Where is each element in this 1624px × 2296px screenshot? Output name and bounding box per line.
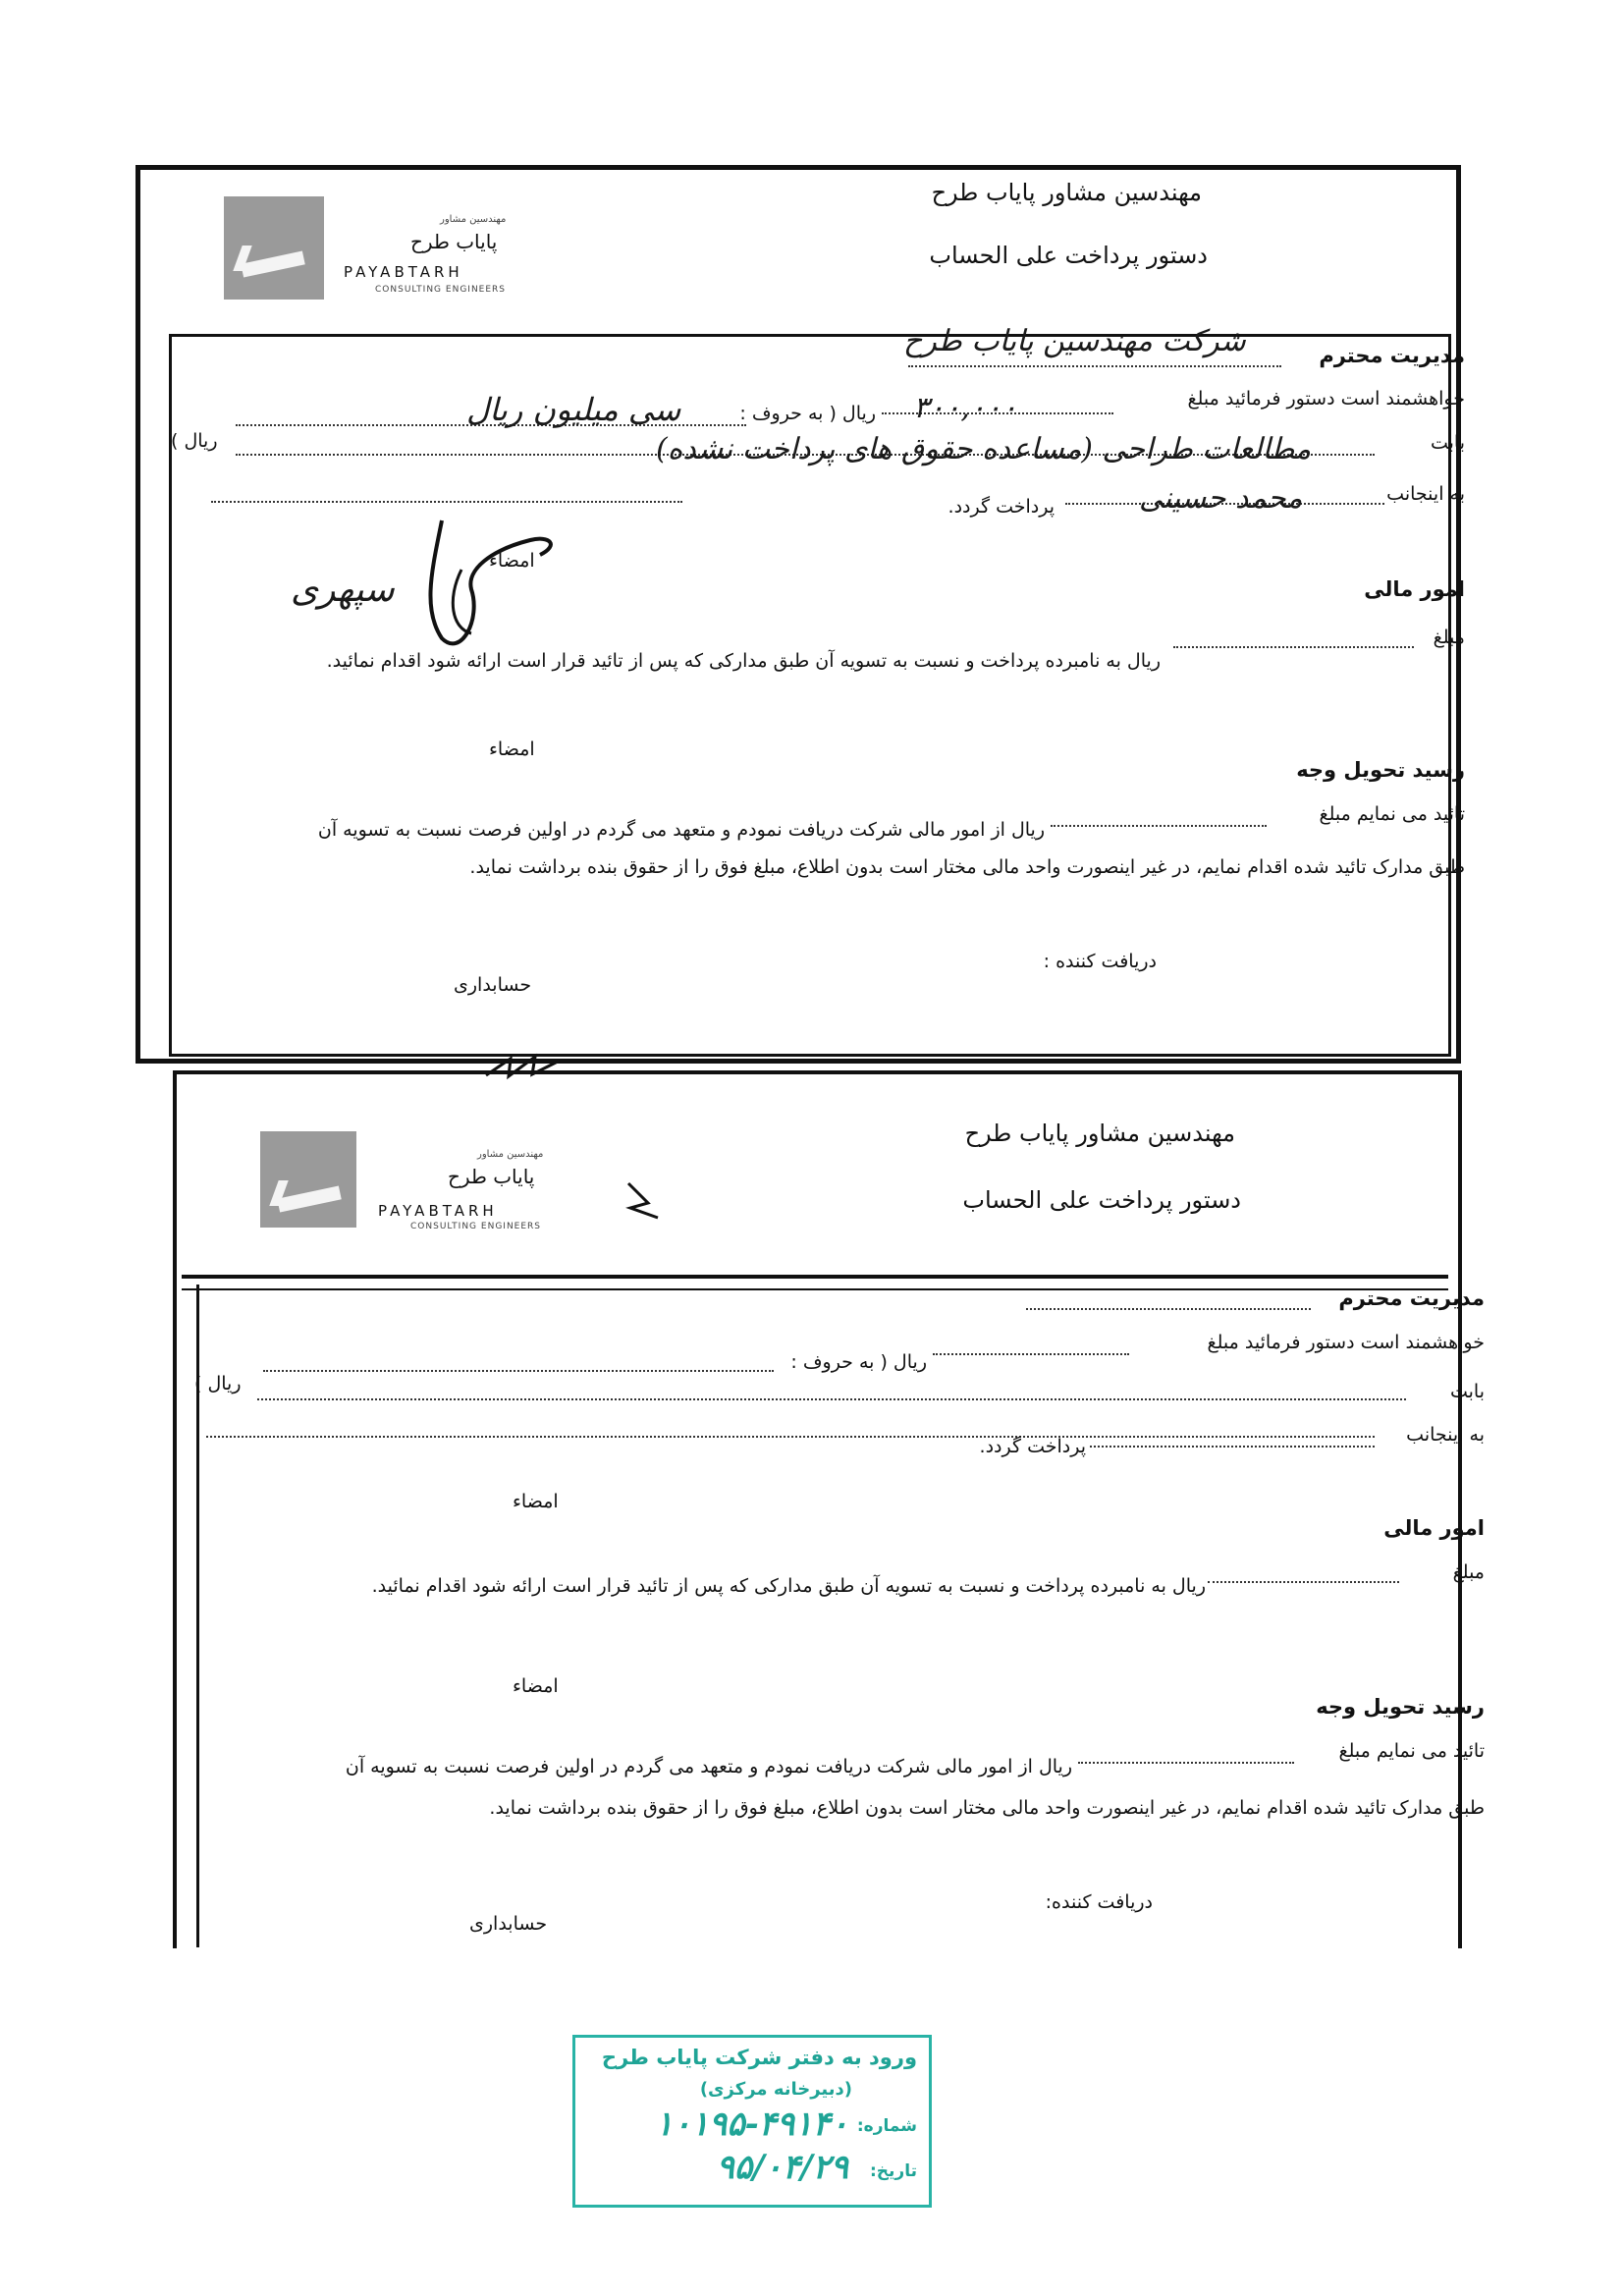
stamp-number-label: شماره: bbox=[856, 2116, 917, 2136]
form2-finance-amount-line bbox=[1208, 1581, 1399, 1583]
form2-payee-line bbox=[1090, 1446, 1375, 1448]
form2-logo-en-small: CONSULTING ENGINEERS bbox=[410, 1222, 542, 1231]
form2-babat-label: بابت bbox=[1449, 1381, 1485, 1402]
form1-logo-mark bbox=[224, 196, 324, 300]
form1-hand-purpose: مطالعات طراحی (مساعده حقوق های پرداخت نشده) bbox=[656, 432, 1312, 466]
form1-request-prefix: خواهشمند است دستور فرمائید مبلغ bbox=[1187, 388, 1465, 410]
form2-rial-close: ریال ) bbox=[194, 1373, 242, 1394]
form1-receiver-label: دریافت کننده : bbox=[1043, 951, 1157, 972]
form1-finance-amount-line bbox=[1173, 646, 1414, 648]
form2-addressee-label: مدیریت محترم bbox=[1338, 1286, 1485, 1310]
form1-receipt-text1: ریال از امور مالی شرکت دریافت نمودم و متعهد می گردم در اولین فرصت نسبت به تسویه آن bbox=[317, 819, 1045, 841]
form1-finance-text: ریال به نامبرده پرداخت و نسبت به تسویه آن طبق مدارکی که پس از تائید قرار است ارائه شود اقدام نمائید. bbox=[326, 650, 1161, 672]
form1-logo-en: PAYABTARH bbox=[344, 263, 463, 281]
form2-logo-fa: پایاب طرح bbox=[448, 1165, 535, 1188]
form1-amount-label: مبلغ bbox=[1433, 627, 1465, 648]
form2-form-title: دستور پرداخت علی الحساب bbox=[962, 1186, 1241, 1214]
form1-addressee-line bbox=[908, 365, 1281, 367]
form1-hand-addressee: شرکت مهندسین پایاب طرح bbox=[903, 324, 1246, 358]
form2-receipt-prefix: تائید می نمایم مبلغ bbox=[1338, 1740, 1485, 1762]
form2-rial-words: ریال ( به حروف : bbox=[790, 1351, 927, 1373]
form2-request-prefix: خواهشمند است دستور فرمائید مبلغ bbox=[1207, 1332, 1485, 1353]
form1-hand-amount-words: سی میلیون ریال bbox=[466, 391, 681, 428]
form2-receipt-heading: رسید تحویل وجه bbox=[1316, 1695, 1485, 1719]
form2-paid-text: پرداخت گردد. bbox=[979, 1436, 1086, 1457]
form1-payee-line2 bbox=[211, 501, 682, 503]
form2-receiver-label: دریافت کننده: bbox=[1045, 1891, 1153, 1913]
stamp-number-value: ۱۰۱۹۵-۴۹۱۴۰ bbox=[655, 2105, 848, 2144]
form1-receipt-prefix: تائید می نمایم مبلغ bbox=[1319, 803, 1465, 825]
stamp-date-label: تاریخ: bbox=[870, 2161, 917, 2181]
form1-rial-close: ریال ) bbox=[171, 430, 218, 452]
form2-words-line bbox=[263, 1370, 774, 1372]
form2-sign-label: امضاء bbox=[513, 1491, 559, 1512]
form1-receipt-amount-line bbox=[1051, 825, 1267, 827]
form2-logo-fa-small: مهندسین مشاور bbox=[477, 1149, 544, 1160]
form1-signature-scribble bbox=[403, 511, 569, 658]
form1-hand-payee: محمد حسینی bbox=[1139, 481, 1303, 516]
form2-addressee-line bbox=[1026, 1308, 1311, 1310]
form2-extra-line bbox=[206, 1436, 1375, 1438]
form1-logo-fa-small: مهندسین مشاور bbox=[440, 214, 507, 225]
form1-logo-fa: پایاب طرح bbox=[410, 230, 498, 253]
form2-amount-line bbox=[933, 1353, 1129, 1355]
form1-receipt-heading: رسید تحویل وجه bbox=[1296, 758, 1465, 782]
form2-amount-label: مبلغ bbox=[1452, 1561, 1485, 1583]
form1-addressee-label: مدیریت محترم bbox=[1319, 344, 1465, 367]
form2-logo-en: PAYABTARH bbox=[378, 1202, 498, 1220]
form1-finance-heading: امور مالی bbox=[1364, 577, 1465, 601]
form2-receipt-text2: طبق مدارک تائید شده اقدام نمایم، در غیر اینصورت واحد مالی مختار است بدون اطلاع، مبلغ فوق را از حقوق بنده برداشت نماید. bbox=[489, 1797, 1485, 1819]
form2-finance-text: ریال به نامبرده پرداخت و نسبت به تسویه آن طبق مدارکی که پس از تائید قرار است ارائه شود اقدام نمائید. bbox=[371, 1575, 1206, 1597]
form1-hand-amount: ۳۰۰,۰۰۰ bbox=[913, 391, 1018, 425]
form2-receipt-text1: ریال از امور مالی شرکت دریافت نمودم و متعهد می گردم در اولین فرصت نسبت به تسویه آن bbox=[345, 1756, 1072, 1777]
form1-company-title: مهندسین مشاور پایاب طرح bbox=[931, 179, 1202, 206]
form1-form-title: دستور پرداخت علی الحساب bbox=[929, 242, 1208, 269]
form1-rial-words: ریال ( به حروف : bbox=[739, 403, 876, 424]
form2-company-title: مهندسین مشاور پایاب طرح bbox=[964, 1120, 1235, 1147]
form2-logo-mark bbox=[260, 1131, 356, 1228]
form1-logo-en-small: CONSULTING ENGINEERS bbox=[375, 285, 507, 295]
form2-finance-heading: امور مالی bbox=[1383, 1516, 1485, 1540]
form2-beinjanib-label: به اینجانب bbox=[1406, 1424, 1485, 1446]
form1-hand-signature: سپهری bbox=[291, 570, 395, 610]
form2-babat-line bbox=[257, 1398, 1406, 1400]
form2-finance-sign: امضاء bbox=[513, 1675, 559, 1697]
form1-beinjanib-label: به اینجانب bbox=[1386, 483, 1465, 505]
form1-finance-sign: امضاء bbox=[489, 738, 535, 760]
form2-accounting-label: حسابداری bbox=[469, 1913, 548, 1935]
form2-receipt-amount-line bbox=[1078, 1762, 1294, 1764]
form1-paid-text: پرداخت گردد. bbox=[947, 496, 1055, 518]
form1-babat-label: بابت bbox=[1430, 432, 1465, 454]
form1-receipt-text2: طبق مدارک تائید شده اقدام نمایم، در غیر اینصورت واحد مالی مختار است بدون اطلاع، مبلغ فوق را از حقوق بنده برداشت نماید. bbox=[469, 856, 1465, 878]
registration-stamp bbox=[572, 2035, 932, 2208]
stamp-date-value: ۹۵/۰۴/۲۹ bbox=[716, 2148, 848, 2187]
form2-paraph bbox=[619, 1174, 668, 1223]
stamp-line2: (دبیرخانه مرکزی) bbox=[699, 2079, 852, 2100]
form2-header-divider bbox=[182, 1275, 1448, 1290]
stamp-line1: ورود به دفتر شرکت پایاب طرح bbox=[601, 2046, 917, 2069]
form1-sign-label: امضاء bbox=[489, 550, 535, 572]
form1-accounting-label: حسابداری bbox=[454, 974, 532, 996]
